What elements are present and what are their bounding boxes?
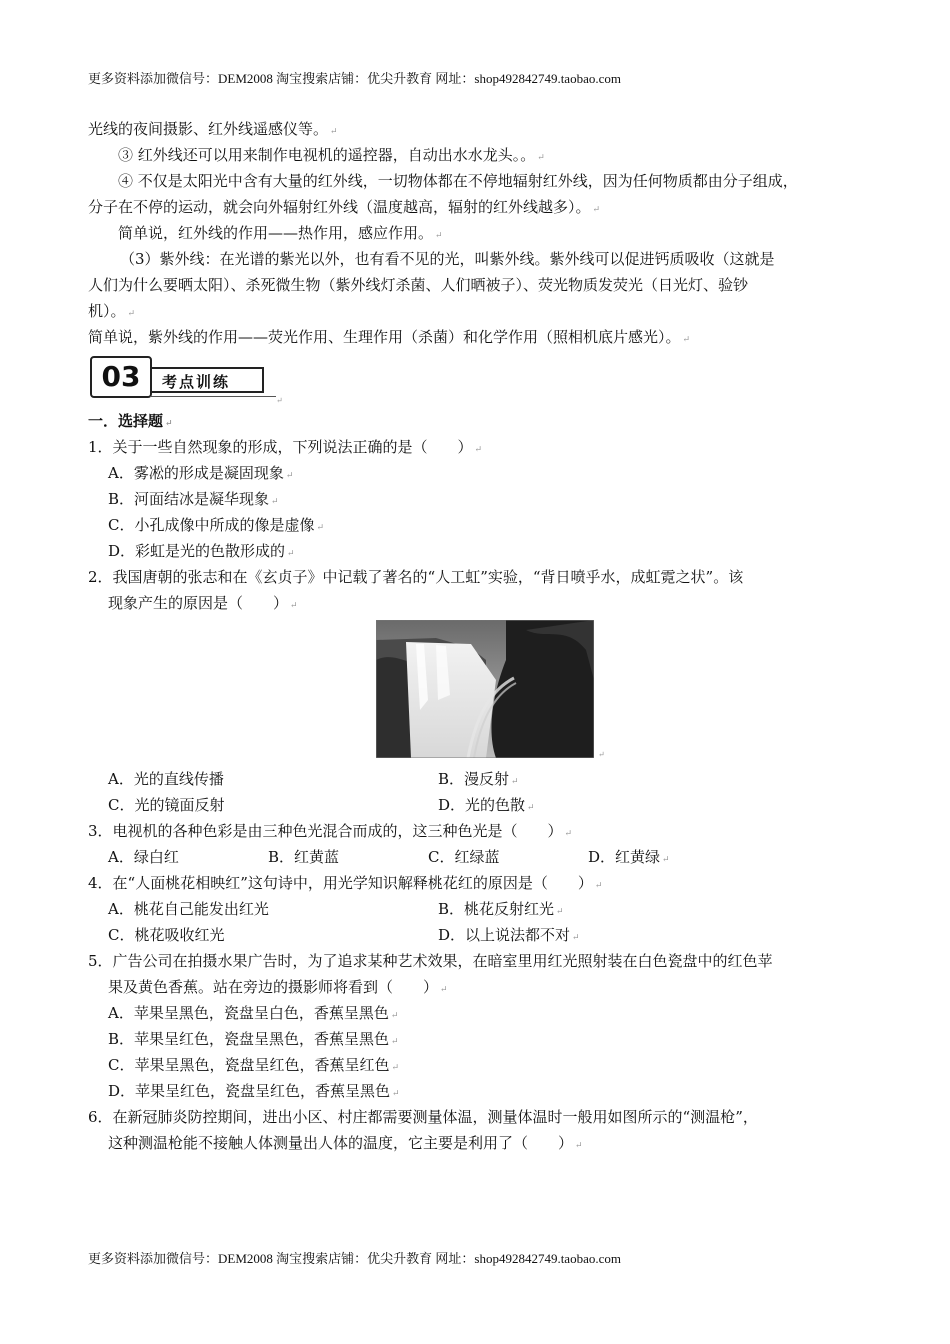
q3-stem: 3．电视机的各种色彩是由三种色光混合而成的，这三种色光是（ ） ↵ (88, 822, 573, 840)
q2-options-row-1 (88, 766, 878, 792)
q4-option-d: D．以上说法都不对 ↵ (438, 926, 580, 944)
q5-option-b: B．苹果呈红色，瓷盘呈黑色，香蕉呈黑色 ↵ (108, 1030, 399, 1048)
q2-option-b: B．漫反射 ↵ (438, 770, 519, 788)
q2-figure (88, 616, 878, 766)
figure-mark: ↵ (598, 750, 605, 759)
q4-options-row-2 (88, 922, 878, 948)
waterfall-rainbow-photo (376, 620, 594, 758)
q6-stem-2: 这种测温枪能不接触人体测量出人体的温度，它主要是利用了（ ） ↵ (108, 1134, 583, 1152)
q2-options-row-2 (88, 792, 878, 818)
intro-line-6: （3）紫外线：在光谱的紫光以外，也有看不见的光，叫紫外线。紫外线可以促进钙质吸收（这就是 (120, 250, 775, 268)
q4-option-c: C．桃花吸收红光 (108, 926, 225, 944)
q3-option-a: A．绿白红 (108, 848, 179, 866)
page-header: 更多资料添加微信号：DEM2008 淘宝搜索店铺：优尖升教育 网址：shop492842749.taobao.com (88, 71, 621, 86)
q3-option-c: C．红绿蓝 (428, 848, 500, 866)
intro-line-2: ③ 红外线还可以用来制作电视机的遥控器，自动出水水龙头。。 ↵ (118, 146, 545, 164)
section-mark: ↵ (276, 396, 283, 405)
intro-line-1: 光线的夜间摄影、红外线遥感仪等。 ↵ (88, 120, 338, 138)
intro-line-9: 简单说，紫外线的作用——荧光作用、生理作用（杀菌）和化学作用（照相机底片感光）。 ↵ (88, 328, 691, 346)
section-label: 考点训练 (150, 367, 264, 393)
section-number: 03 (90, 356, 152, 398)
q4-option-b: B．桃花反射红光 ↵ (438, 900, 564, 918)
q3-options-row (88, 844, 878, 870)
q2-stem-1: 2．我国唐朝的张志和在《玄贞子》中记载了著名的“人工虹”实验，“背日喷乎水，成虹霓之状”。该 (88, 568, 744, 586)
q3-option-b: B．红黄蓝 (268, 848, 340, 866)
q1-option-b: B．河面结冰是凝华现象 ↵ (108, 490, 279, 508)
q5-stem-2: 果及黄色香蕉。站在旁边的摄影师将看到（ ） ↵ (108, 978, 448, 996)
q5-option-a: A．苹果呈黑色，瓷盘呈白色，香蕉呈黑色 ↵ (108, 1004, 399, 1022)
page-footer: 更多资料添加微信号：DEM2008 淘宝搜索店铺：优尖升教育 网址：shop492842749.taobao.com (88, 1251, 621, 1266)
q4-option-a: A．桃花自己能发出红光 (108, 900, 269, 918)
q1-option-d: D．彩虹是光的色散形成的 ↵ (108, 542, 295, 560)
q3-option-d: D．红黄绿 ↵ (588, 848, 670, 866)
section-badge (88, 356, 878, 405)
q2-option-a: A．光的直线传播 (108, 770, 224, 788)
q2-option-c: C．光的镜面反射 (108, 796, 225, 814)
q6-stem-1: 6．在新冠肺炎防控期间，进出小区、村庄都需要测量体温，测量体温时一般用如图所示的“测温枪”， (88, 1108, 758, 1126)
q5-stem-1: 5．广告公司在拍摄水果广告时，为了追求某种艺术效果，在暗室里用红光照射装在白色瓷盘中的红色苹 (88, 952, 773, 970)
intro-line-4: 分子在不停的运动，就会向外辐射红外线（温度越高，辐射的红外线越多）。 ↵ (88, 198, 601, 216)
part-title: 一．选择题 ↵ (88, 412, 173, 430)
q1-option-c: C．小孔成像中所成的像是虚像 ↵ (108, 516, 325, 534)
q2-stem-2: 现象产生的原因是（ ） ↵ (108, 594, 298, 612)
q5-option-c: C．苹果呈黑色，瓷盘呈红色，香蕉呈红色 ↵ (108, 1056, 400, 1074)
q5-option-d: D．苹果呈红色，瓷盘呈红色，香蕉呈黑色 ↵ (108, 1082, 400, 1100)
intro-line-8: 机）。 ↵ (88, 302, 136, 320)
intro-line-3: ④ 不仅是太阳光中含有大量的红外线，一切物体都在不停地辐射红外线，因为任何物质都由分子组成， (118, 172, 798, 190)
q4-options-row-1 (88, 896, 878, 922)
document-body (88, 116, 878, 1156)
q1-stem: 1．关于一些自然现象的形成，下列说法正确的是（ ） ↵ (88, 438, 483, 456)
q4-stem: 4．在“人面桃花相映红”这句诗中，用光学知识解释桃花红的原因是（ ） ↵ (88, 874, 603, 892)
section-underline (150, 396, 276, 397)
q2-option-d: D．光的色散 ↵ (438, 796, 535, 814)
intro-line-5: 简单说，红外线的作用——热作用，感应作用。 ↵ (118, 224, 443, 242)
intro-line-7: 人们为什么要晒太阳）、杀死微生物（紫外线灯杀菌、人们晒被子）、荧光物质发荧光（日光灯、验钞 (88, 276, 749, 294)
q1-option-a: A．雾凇的形成是凝固现象 ↵ (108, 464, 294, 482)
